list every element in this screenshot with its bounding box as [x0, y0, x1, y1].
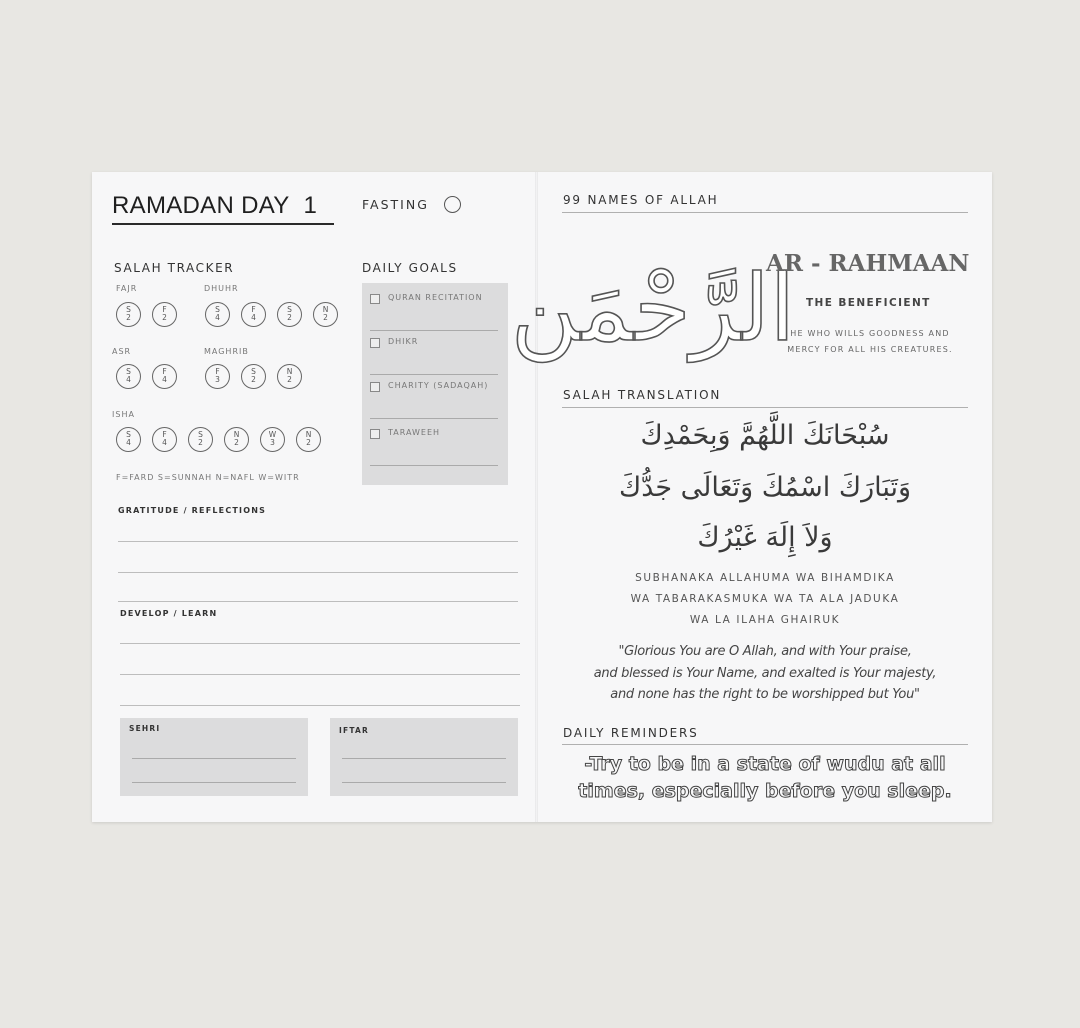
svg-text:الرَّحْمَن: الرَّحْمَن — [510, 255, 796, 362]
gratitude-heading: GRATITUDE / REFLECTIONS — [118, 506, 267, 515]
name-description: HE WHO WILLS GOODNESS AND MERCY FOR ALL HIS CREATURES. — [787, 329, 953, 354]
goal-checkbox[interactable] — [370, 294, 380, 304]
salah-circle-dhuhr[interactable]: S 2 — [277, 302, 302, 327]
salah-circle-fajr[interactable]: F 2 — [152, 302, 177, 327]
goal-line — [370, 418, 498, 419]
sehri-line[interactable] — [132, 782, 296, 783]
iftar-box — [330, 718, 518, 796]
heading-rule — [562, 407, 968, 408]
names-of-allah-heading: 99 NAMES OF ALLAH — [563, 193, 719, 207]
salah-circle-isha[interactable]: S 4 — [116, 427, 141, 452]
salah-circle-asr[interactable]: F 4 — [152, 364, 177, 389]
develop-heading: DEVELOP / LEARN — [120, 609, 218, 618]
daily-goals-heading: DAILY GOALS — [362, 261, 458, 275]
sehri-box — [120, 718, 308, 796]
daily-goals-box — [362, 283, 508, 485]
sehri-label: SEHRI — [129, 724, 161, 733]
salah-circle-isha[interactable]: W 3 — [260, 427, 285, 452]
goal-label: DHIKR — [388, 337, 419, 346]
goal-checkbox[interactable] — [370, 382, 380, 392]
heading-rule — [562, 744, 968, 745]
sehri-line[interactable] — [132, 758, 296, 759]
gratitude-line[interactable] — [118, 572, 518, 573]
salah-circle-dhuhr[interactable]: F 4 — [241, 302, 266, 327]
develop-line[interactable] — [120, 674, 520, 675]
fasting-checkbox[interactable] — [444, 196, 461, 213]
goal-line — [370, 330, 498, 331]
transliteration: SUBHANAKA ALLAHUMA WA BIHAMDIKA WA TABARAKASMUKA WA TA ALA JADUKA WA LA ILAHA GHAIRUK — [630, 572, 900, 626]
translation-text: "Glorious You are O Allah, and with Your praise, and blessed is Your Name, and exalted is Your majesty, and none has the right to be worshipped but You" — [593, 644, 937, 702]
goal-checkbox[interactable] — [370, 429, 380, 439]
arabic-line: وَلاَ إِلَهَ غَيْرُكَ — [697, 522, 833, 553]
salah-circle-maghrib[interactable]: N 2 — [277, 364, 302, 389]
day-number: 1 — [303, 192, 318, 219]
prayer-label-fajr: FAJR — [116, 284, 138, 293]
goal-line — [370, 374, 498, 375]
salah-legend: F=FARD S=SUNNAH N=NAFL W=WITR — [116, 473, 300, 482]
page-title: RAMADAN DAY 1 — [112, 192, 318, 219]
salah-translation-heading: SALAH TRANSLATION — [563, 388, 722, 402]
goal-label: TARAWEEH — [388, 428, 441, 437]
gratitude-line[interactable] — [118, 601, 518, 602]
heading-rule — [562, 212, 968, 213]
name-meaning: THE BENEFICIENT — [806, 297, 931, 309]
daily-reminder-text: -Try to be in a state of wudu at all times, especially before you sleep. — [578, 753, 952, 802]
arabic-line: وَتَبَارَكَ اسْمُكَ وَتَعَالَى جَدُّكَ — [618, 472, 912, 503]
fasting-label: FASTING — [362, 197, 429, 212]
salah-circle-dhuhr[interactable]: N 2 — [313, 302, 338, 327]
salah-circle-maghrib[interactable]: F 3 — [205, 364, 230, 389]
arabic-line: سُبْحَانَكَ اللَّهُمَّ وَبِحَمْدِكَ — [640, 420, 890, 451]
prayer-label-dhuhr: DHUHR — [204, 284, 239, 293]
develop-line[interactable] — [120, 705, 520, 706]
salah-circle-isha[interactable]: S 2 — [188, 427, 213, 452]
iftar-line[interactable] — [342, 782, 506, 783]
salah-circle-isha[interactable]: N 2 — [224, 427, 249, 452]
goal-checkbox[interactable] — [370, 338, 380, 348]
goal-label: CHARITY (SADAQAH) — [388, 381, 489, 390]
prayer-label-asr: ASR — [112, 347, 132, 356]
develop-line[interactable] — [120, 643, 520, 644]
calligraphy-image — [510, 228, 796, 378]
gratitude-line[interactable] — [118, 541, 518, 542]
name-of-allah: AR - RAHMAAN — [766, 250, 970, 277]
salah-circle-isha[interactable]: N 2 — [296, 427, 321, 452]
iftar-label: IFTAR — [339, 726, 370, 735]
salah-circle-fajr[interactable]: S 2 — [116, 302, 141, 327]
salah-tracker-heading: SALAH TRACKER — [114, 261, 235, 275]
title-underline — [112, 223, 334, 225]
prayer-label-maghrib: MAGHRIB — [204, 347, 249, 356]
salah-circle-asr[interactable]: S 4 — [116, 364, 141, 389]
iftar-line[interactable] — [342, 758, 506, 759]
daily-reminders-heading: DAILY REMINDERS — [563, 726, 699, 740]
salah-circle-isha[interactable]: F 4 — [152, 427, 177, 452]
goal-line — [370, 465, 498, 466]
prayer-label-isha: ISHA — [112, 410, 135, 419]
salah-circle-dhuhr[interactable]: S 4 — [205, 302, 230, 327]
goal-label: QURAN RECITATION — [388, 293, 483, 302]
salah-circle-maghrib[interactable]: S 2 — [241, 364, 266, 389]
